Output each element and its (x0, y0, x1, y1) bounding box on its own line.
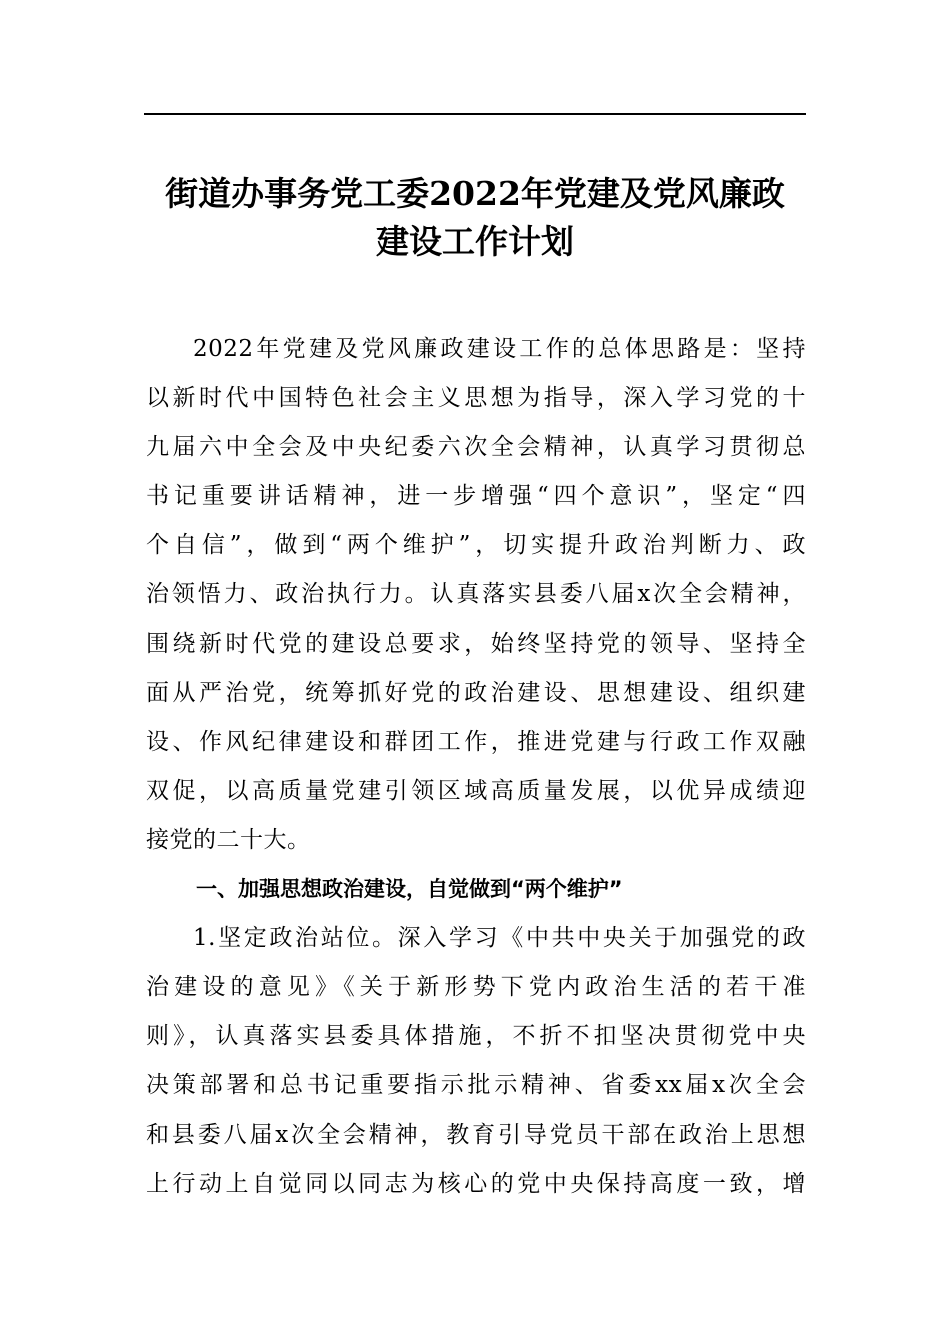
paragraph-line: 1.坚定政治站位。深入学习《中共中央关于加强党的政 (193, 925, 806, 952)
paragraph-line: 九届六中全会及中央纪委六次全会精神，认真学习贯彻总 (146, 434, 806, 461)
paragraph-line: 书记重要讲话精神，进一步增强“四个意识”，坚定“四 (146, 483, 806, 510)
paragraph-line: 决策部署和总书记重要指示批示精神、省委xx届x次全会 (146, 1072, 806, 1099)
paragraph-line: 双促，以高质量党建引领区域高质量发展，以优异成绩迎 (146, 777, 806, 804)
document-body (146, 325, 806, 1209)
paragraph-line: 和县委八届x次全会精神，教育引导党员干部在政治上思想 (146, 1121, 806, 1148)
paragraph-line: 则》，认真落实县委具体措施，不折不扣坚决贯彻党中央 (146, 1023, 806, 1050)
document-title (120, 170, 830, 266)
title-line-1: 街道办事务党工委2022年党建及党风廉政 (165, 174, 785, 213)
paragraph-line: 治建设的意见》《关于新形势下党内政治生活的若干准 (146, 974, 806, 1001)
paragraph-line: 2022年党建及党风廉政建设工作的总体思路是：坚持 (193, 336, 806, 362)
header-rule (144, 113, 806, 115)
paragraph-line: 设、作风纪律建设和群团工作，推进党建与行政工作双融 (146, 728, 806, 755)
paragraph-line: 上行动上自觉同以同志为核心的党中央保持高度一致，增 (146, 1170, 806, 1197)
paragraph-line: 治领悟力、政治执行力。认真落实县委八届x次全会精神， (146, 581, 806, 608)
paragraph-line: 围绕新时代党的建设总要求，始终坚持党的领导、坚持全 (146, 630, 806, 657)
section-heading: 一、加强思想政治建设，自觉做到“两个维护” (196, 877, 623, 902)
paragraph-line: 接党的二十大。 (146, 826, 311, 853)
title-line-2: 建设工作计划 (376, 222, 574, 261)
paragraph-line: 以新时代中国特色社会主义思想为指导，深入学习党的十 (146, 385, 806, 412)
paragraph-line: 面从严治党，统筹抓好党的政治建设、思想建设、组织建 (146, 679, 806, 706)
paragraph-line: 个自信”，做到“两个维护”，切实提升政治判断力、政 (146, 532, 806, 559)
